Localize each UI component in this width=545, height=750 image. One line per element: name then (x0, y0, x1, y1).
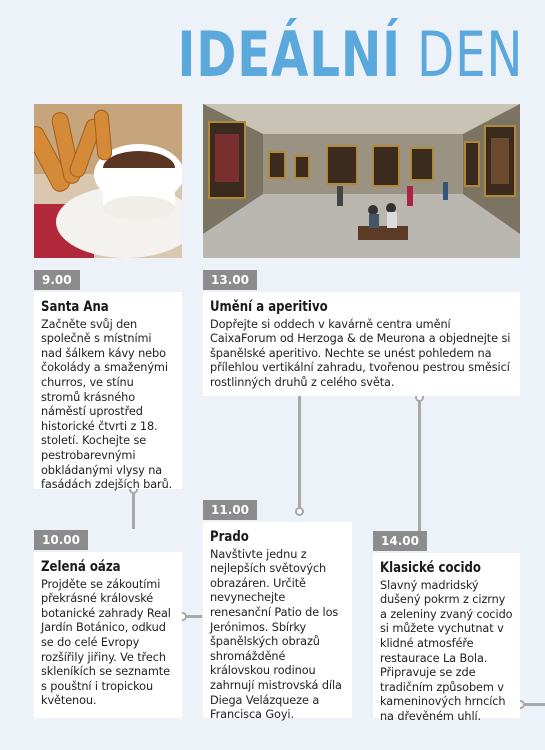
card-santa-ana (34, 292, 182, 492)
title-bold: IDEÁLNÍ (177, 18, 401, 91)
time-badge: 10.00 (34, 530, 88, 550)
card-text: Dopřejte si oddech v kavárně centra umění CaixaForum od Herzoga & de Meurona a objednejte si španělské aperitivo. Nechte se unést pohledem na přílehlou vertikální zahradu, tvořenou pestrou směsicí rostlinných druhů z celého světa. (210, 317, 511, 390)
card-heading: Klasické cocido (380, 560, 481, 576)
card-heading: Santa Ana (41, 299, 109, 315)
card-text: Začněte svůj den společně s místními nad šálkem kávy nebo čokolády a smaženými churros, ve stínu stromů krásného náměstí uprostřed historické čtvrti z 18. století. Kochejte se pestrobarevnými obkládanými vlysy na fasádách zdejších barů. (41, 317, 173, 492)
time-badge: 13.00 (203, 270, 257, 290)
title-thin: DEN (416, 18, 523, 91)
gallery-photo (203, 104, 520, 258)
churros-photo (34, 104, 182, 258)
card-heading: Prado (210, 529, 249, 545)
card-umeni-aperitivo (203, 292, 520, 396)
connector-dot (295, 507, 304, 516)
card-klasicke-cocido (373, 553, 520, 724)
time-badge: 14.00 (373, 531, 427, 551)
card-heading: Umění a aperitivo (210, 299, 328, 315)
card-prado (203, 522, 352, 722)
page-title (177, 18, 523, 91)
card-text: Slavný madridský dušený pokrm z cizrny a zeleniny zvaný cocido si můžete vychutnat v klidné atmosféře restaurace La Bola. Připravuje se zde tradičním způsobem v kameninových hrncích na dřevěném uhlí. (380, 578, 513, 724)
card-zelena-oaza (34, 552, 182, 718)
connector-line (418, 397, 421, 539)
time-badge: 9.00 (34, 270, 80, 290)
card-heading: Zelená oáza (41, 559, 121, 575)
connector-line (132, 489, 135, 529)
card-text: Navštivte jednu z nejlepších světových obrazáren. Určitě nevynechejte renesanční Patio de los Jerónimos. Sbírky španělských obrazů shromážděné královskou rodinou zahrnují mistrovská díla Diega Velázqueze a Francisca Goyi. (210, 547, 342, 722)
time-badge: 11.00 (203, 500, 257, 520)
card-text: Projděte se zákoutími překrásné královské botanické zahrady Real Jardín Botánico, odkud se do celé Evropy rozšířily jiřiny. Ve třech skleníkích se seznamte s pouštní i tropickou květenou. (41, 577, 171, 708)
